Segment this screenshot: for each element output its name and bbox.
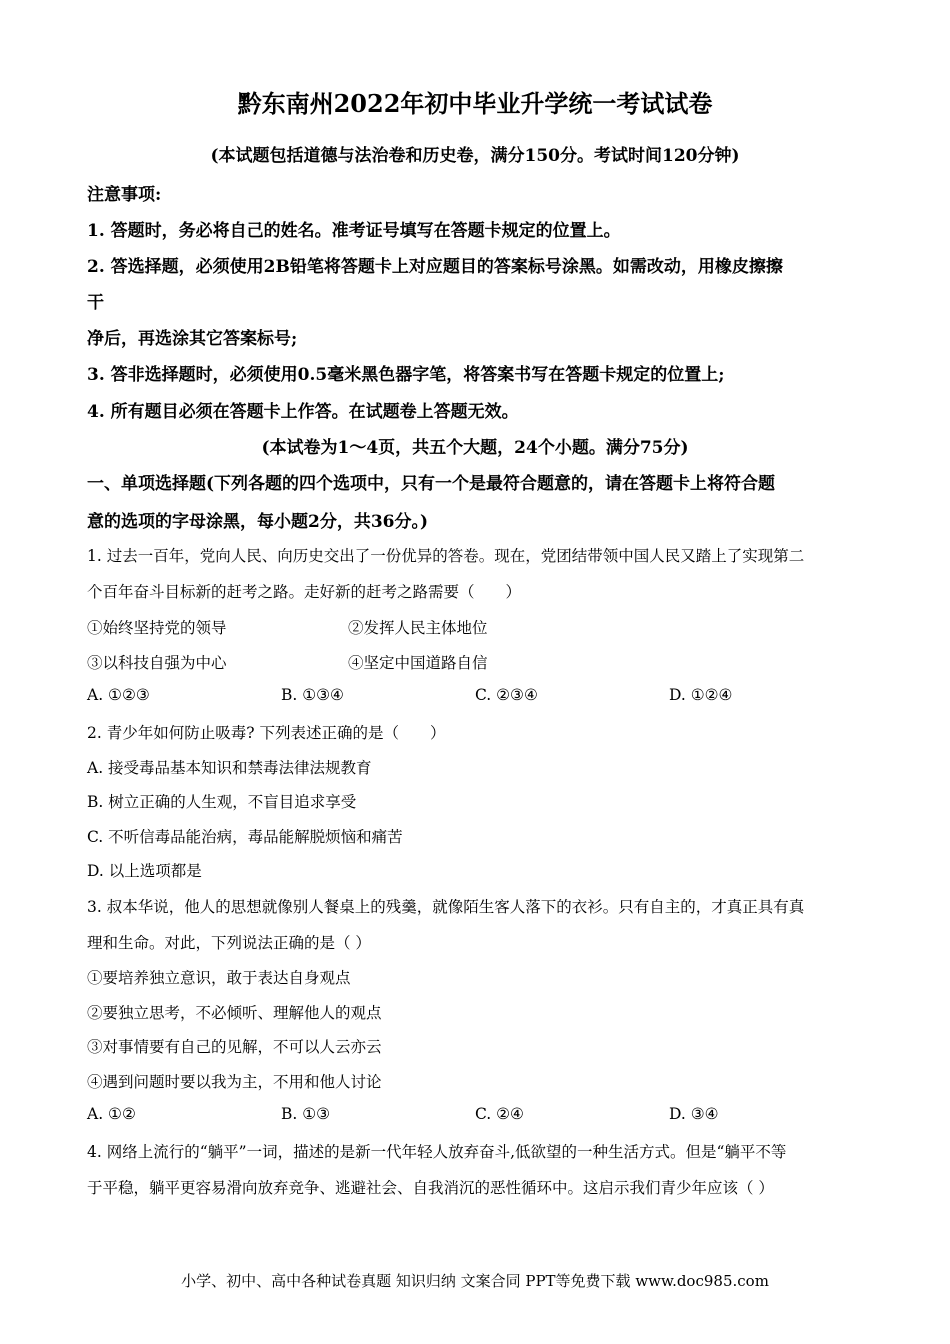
question-3-item: ④遇到问题时要以我为主，不用和他人讨论: [87, 1073, 382, 1091]
question-2-stem: 2. 青少年如何防止吸毒? 下列表述正确的是（ ）: [87, 724, 446, 742]
subtitle: (本试题包括道德与法治卷和历史卷，满分150分。考试时间120分钟): [210, 146, 740, 166]
question-2-option: B. 树立正确的人生观，不盲目追求享受: [87, 793, 357, 811]
question-2-option: A. 接受毒品基本知识和禁毒法律法规教育: [87, 759, 372, 777]
section-heading: 意的选项的字母涂黑，每小题2分，共36分。): [87, 512, 429, 532]
question-1-item: ④坚定中国道路自信: [348, 654, 488, 672]
question-2-option: C. 不听信毒品能治病，毒品能解脱烦恼和痛苦: [87, 828, 403, 846]
question-3-option: A. ①②: [87, 1105, 136, 1123]
question-1-item: ②发挥人民主体地位: [348, 619, 488, 637]
notice-item: 1. 答题时，务必将自己的姓名。准考证号填写在答题卡规定的位置上。: [87, 221, 621, 241]
question-1-option: C. ②③④: [475, 686, 538, 704]
question-2-option: D. 以上选项都是: [87, 862, 202, 880]
question-3-option: B. ①③: [281, 1105, 331, 1123]
section-heading: 一、单项选择题(下列各题的四个选项中，只有一个是最符合题意的，请在答题卡上将符合题: [87, 474, 776, 494]
notice-item: 3. 答非选择题时，必须使用0.5毫米黑色器字笔，将答案书写在答题卡规定的位置上;: [87, 365, 725, 385]
question-1-item: ①始终坚持党的领导: [87, 619, 227, 637]
page-footer: 小学、初中、高中各种试卷真题 知识归纳 文案合同 PPT等免费下载 www.doc985.com: [181, 1272, 769, 1290]
question-1-stem: 1. 过去一百年，党向人民、向历史交出了一份优异的答卷。现在，党团结带领中国人民又踏上了实现第二: [87, 547, 805, 565]
question-1-option: D. ①②④: [669, 686, 733, 704]
question-3-stem: 3. 叔本华说，他人的思想就像别人餐桌上的残羹，就像陌生客人落下的衣衫。只有自主的，才真正具有真: [87, 898, 805, 916]
notice-item: 净后，再选涂其它答案标号;: [87, 329, 298, 349]
paper-info: (本试卷为1～4页，共五个大题，24个小题。满分75分): [261, 438, 689, 458]
question-3-item: ③对事情要有自己的见解，不可以人云亦云: [87, 1038, 382, 1056]
question-3-stem: 理和生命。对此，下列说法正确的是（ ）: [87, 934, 371, 952]
question-3-option: D. ③④: [669, 1105, 719, 1123]
question-3-option: C. ②④: [475, 1105, 524, 1123]
notice-heading: 注意事项:: [87, 185, 162, 205]
notice-item: 干: [87, 293, 104, 313]
question-1-option: A. ①②③: [87, 686, 150, 704]
question-1-option: B. ①③④: [281, 686, 344, 704]
question-4-stem: 4. 网络上流行的“躺平”一词，描述的是新一代年轻人放弃奋斗,低欲望的一种生活方式。但是“躺平不等: [87, 1143, 787, 1161]
question-1-stem: 个百年奋斗目标新的赶考之路。走好新的赶考之路需要（ ）: [87, 583, 522, 601]
notice-item: 2. 答选择题，必须使用2B铅笔将答题卡上对应题目的答案标号涂黑。如需改动，用橡皮擦擦: [87, 257, 783, 277]
question-3-item: ①要培养独立意识，敢于表达自身观点: [87, 969, 351, 987]
question-4-stem: 于平稳，躺平更容易滑向放弃竞争、逃避社会、自我消沉的恶性循环中。这启示我们青少年应该（ ）: [87, 1179, 774, 1197]
notice-item: 4. 所有题目必须在答题卡上作答。在试题卷上答题无效。: [87, 402, 519, 422]
question-3-item: ②要独立思考，不必倾听、理解他人的观点: [87, 1004, 382, 1022]
page-title: 黔东南州2022年初中毕业升学统一考试试卷: [237, 89, 713, 118]
question-1-item: ③以科技自强为中心: [87, 654, 227, 672]
